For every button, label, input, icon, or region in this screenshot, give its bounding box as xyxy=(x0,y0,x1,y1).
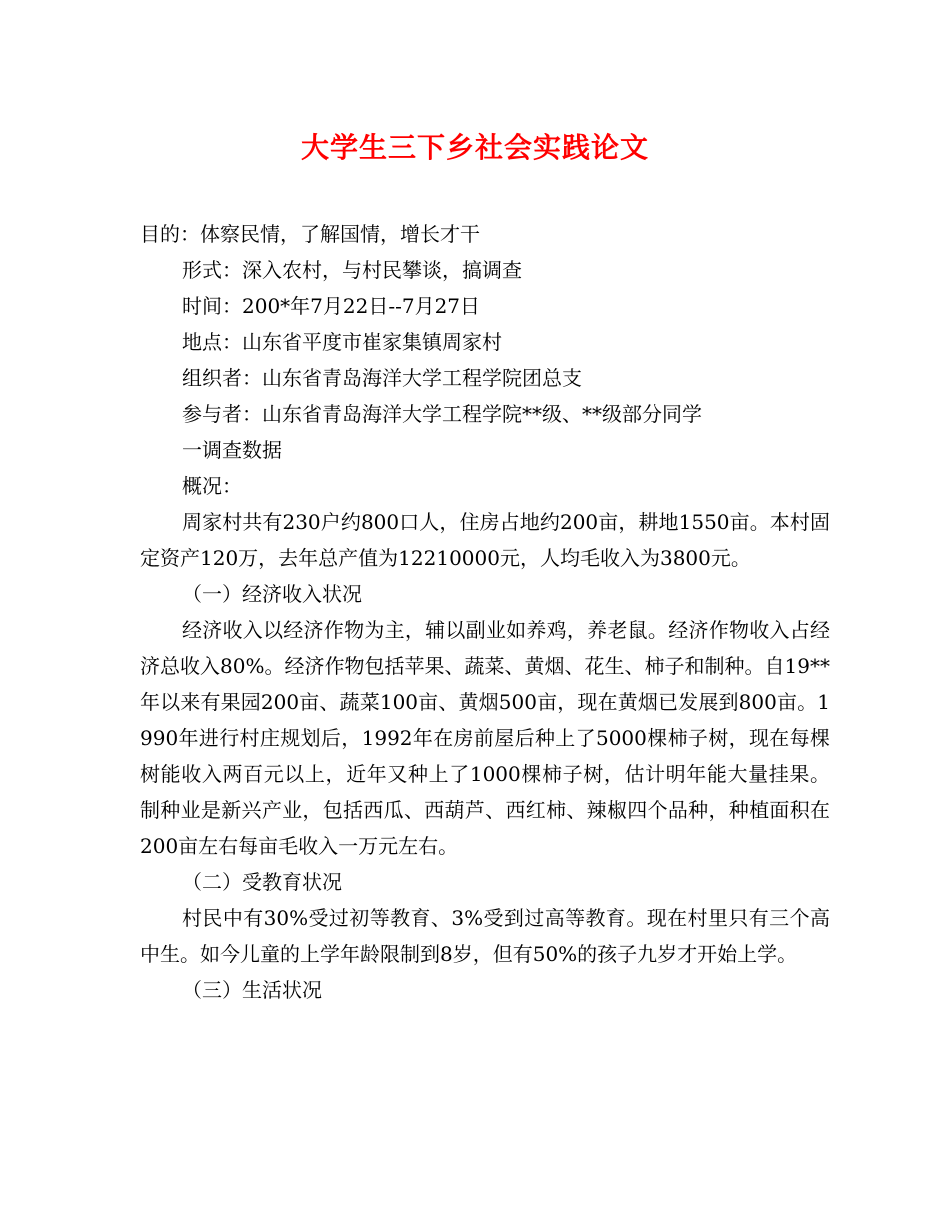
section-heading: 一调查数据 xyxy=(182,438,282,462)
purpose-line: 目的：体察民情，了解国情，增长才干 xyxy=(140,222,480,246)
economy-heading: （一）经济收入状况 xyxy=(182,582,362,606)
life-heading: （三）生活状况 xyxy=(182,978,322,1002)
document-title: 大学生三下乡社会实践论文 xyxy=(300,131,649,164)
document-body xyxy=(140,216,830,1008)
participants-line: 参与者：山东省青岛海洋大学工程学院**级、**级部分同学 xyxy=(182,402,702,426)
economy-paragraph: 经济收入以经济作物为主，辅以副业如养鸡，养老鼠。经济作物收入占经济总收入80%。经济作物包括苹果、蔬菜、黄烟、花生、柿子和制种。自19**年以来有果园200亩、蔬菜100亩、黄烟500亩，现在黄烟已发展到800亩。1990年进行村庄规划后，1992年在房前屋后种上了5000棵柿子树，现在每棵树能收入两百元以上，近年又种上了1000棵柿子树，估计明年能大量挂果。制种业是新兴产业，包括西瓜、西葫芦、西红柿、辣椒四个品种，种植面积在200亩左右每亩毛收入一万元左右。 xyxy=(140,618,830,858)
place-line: 地点：山东省平度市崔家集镇周家村 xyxy=(182,330,502,354)
form-line: 形式：深入农村，与村民攀谈，搞调查 xyxy=(182,258,522,282)
overview-paragraph: 周家村共有230户约800口人，住房占地约200亩，耕地1550亩。本村固定资产120万，去年总产值为12210000元，人均毛收入为3800元。 xyxy=(140,510,830,570)
education-heading: （二）受教育状况 xyxy=(182,870,342,894)
education-paragraph: 村民中有30%受过初等教育、3%受到过高等教育。现在村里只有三个高中生。如今儿童的上学年龄限制到8岁，但有50%的孩子九岁才开始上学。 xyxy=(140,906,830,966)
time-line: 时间：200*年7月22日--7月27日 xyxy=(182,294,481,318)
organizer-line: 组织者：山东省青岛海洋大学工程学院团总支 xyxy=(182,366,582,390)
overview-label: 概况： xyxy=(182,474,242,498)
